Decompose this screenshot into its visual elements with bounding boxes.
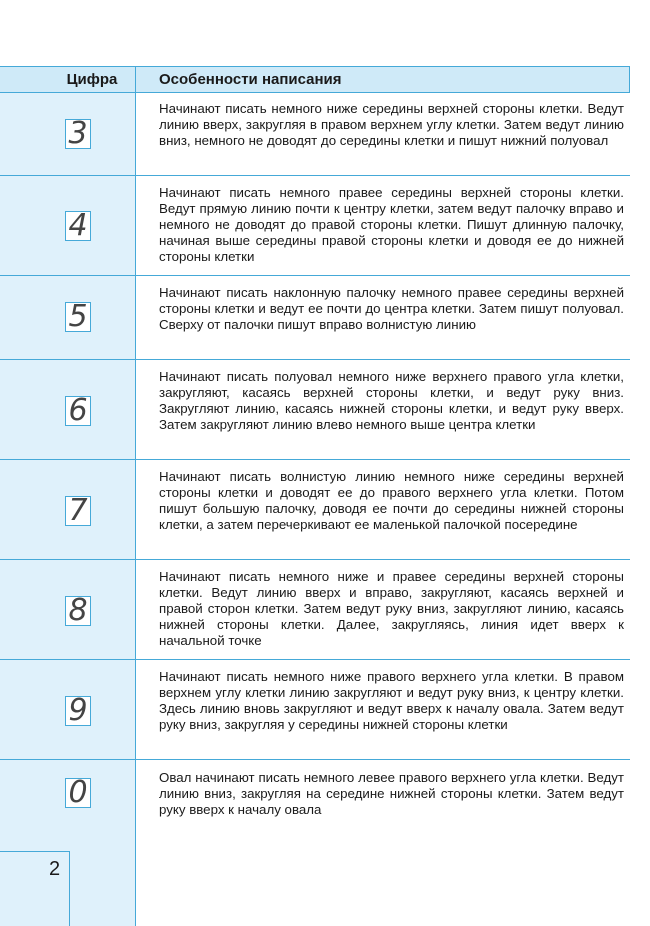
description-0: Овал начинают писать немного левее правого верхнего угла клетки. Ведут линию вниз, закругляя на середине нижней стороны клетки. Затем ведут руку вверх к началу овала (159, 770, 624, 817)
digit: 3 (68, 116, 88, 151)
digit-cell-3 (65, 116, 91, 151)
digit-cell-0 (65, 775, 91, 810)
description-3: Начинают писать немного ниже середины верхней стороны клетки. Ведут линию вверх, закругляя в правом верхнем углу клетки. Затем ведут линию вниз, немного не доводят до середины клетки и пишут нижний полуовал (159, 101, 624, 148)
table-header (0, 66, 630, 93)
description-5: Начинают писать наклонную палочку немного правее середины верхней стороны клетки и ведут ее почти до центра клетки. Затем пишут полуовал. Сверху от палочки пишут вправо волнистую линию (159, 285, 624, 332)
digit: 4 (68, 208, 88, 243)
page-number: 2 (49, 858, 61, 880)
row-divider (0, 559, 630, 560)
column-divider (135, 66, 136, 926)
row-divider (0, 275, 630, 276)
row-divider (0, 175, 630, 176)
row-divider (0, 359, 630, 360)
row-divider (0, 759, 630, 760)
digit-cell-7 (65, 493, 91, 528)
digit-cell-8 (65, 593, 91, 628)
digit-cell-6 (65, 393, 91, 428)
header-digit: Цифра (66, 71, 118, 88)
page-number-box (0, 851, 70, 926)
digit-cell-9 (65, 693, 91, 728)
digit: 5 (68, 299, 88, 334)
digit: 0 (68, 775, 88, 810)
digit: 6 (68, 393, 88, 428)
row-divider (0, 659, 630, 660)
description-6: Начинают писать полуовал немного ниже верхнего правого угла клетки, закругляют, касаясь верхней стороны клетки, и ведут руку вниз. Закругляют линию, касаясь нижней стороны клетки, и ведут руку вверх. Затем закругляют линию влево немного выше центра клетки (159, 369, 624, 432)
description-7: Начинают писать волнистую линию немного ниже середины верхней стороны клетки и доводят ее до правого верхнего угла клетки. Потом пишут большую палочку, доводя ее почти до середины нижней стороны клетки, а затем перечеркивают ее маленькой палочкой посередине (159, 469, 624, 532)
digit: 7 (68, 493, 88, 528)
description-8: Начинают писать немного ниже и правее середины верхней стороны клетки. Ведут линию вверх и вправо, закругляют, касаясь верхней и правой сторон клетки. Затем ведут руку вниз, закругляют линию, касаясь нижней стороны клетки. Далее, закругляясь, линия идет вверх к начальной точке (159, 569, 624, 648)
digit-cell-4 (65, 208, 91, 243)
digit: 9 (68, 693, 88, 728)
digit-cell-5 (65, 299, 91, 334)
description-4: Начинают писать немного правее середины верхней стороны клетки. Ведут прямую линию почти к центру клетки, затем ведут палочку вправо и немного не доводят до правой стороны клетки. Пишут длинную палочку, начиная выше середины правой стороны клетки и доводя ее до нижней стороны клетки (159, 185, 624, 264)
header-features: Особенности написания (159, 71, 342, 88)
description-9: Начинают писать немного ниже правого верхнего угла клетки. В правом верхнем углу клетки линию закругляют и ведут руку вниз, к центру клетки. Здесь линию вновь закругляют и ведут вверх к началу овала. Затем ведут руку вниз, закругляя у середины нижней стороны клетки (159, 669, 624, 732)
digit: 8 (68, 593, 88, 628)
row-divider (0, 459, 630, 460)
